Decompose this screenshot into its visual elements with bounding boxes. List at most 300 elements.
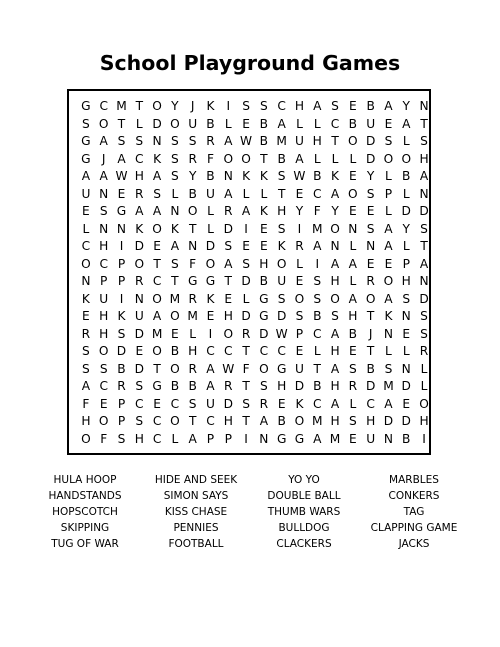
- grid-letter[interactable]: I: [422, 431, 426, 446]
- grid-letter[interactable]: R: [348, 379, 358, 393]
- grid-letter[interactable]: E: [295, 274, 304, 288]
- grid-letter[interactable]: B: [313, 309, 322, 323]
- grid-letter[interactable]: S: [82, 344, 90, 358]
- grid-letter[interactable]: A: [135, 204, 144, 218]
- grid-letter[interactable]: L: [385, 344, 392, 358]
- grid-letter[interactable]: U: [295, 134, 304, 148]
- grid-letter[interactable]: O: [330, 291, 340, 306]
- grid-letter[interactable]: P: [206, 431, 215, 446]
- grid-letter[interactable]: A: [384, 396, 393, 411]
- grid-letter[interactable]: U: [206, 396, 215, 411]
- grid-letter[interactable]: H: [401, 274, 411, 288]
- grid-letter[interactable]: A: [384, 239, 393, 253]
- grid-letter[interactable]: S: [171, 169, 179, 183]
- grid-letter[interactable]: K: [81, 291, 90, 306]
- grid-letter[interactable]: O: [134, 256, 145, 271]
- grid-letter[interactable]: O: [348, 134, 358, 148]
- grid-letter[interactable]: B: [366, 99, 375, 113]
- grid-letter[interactable]: P: [100, 274, 108, 288]
- grid-letter[interactable]: E: [384, 116, 393, 131]
- grid-letter[interactable]: S: [259, 99, 268, 113]
- grid-letter[interactable]: R: [135, 186, 144, 201]
- grid-letter[interactable]: M: [312, 221, 323, 236]
- grid-letter[interactable]: N: [99, 221, 109, 236]
- grid-letter[interactable]: W: [222, 361, 235, 376]
- grid-letter[interactable]: D: [365, 151, 376, 166]
- grid-letter[interactable]: B: [402, 169, 411, 183]
- grid-letter[interactable]: D: [276, 309, 287, 323]
- grid-letter[interactable]: C: [313, 186, 322, 201]
- grid-letter[interactable]: P: [117, 274, 126, 288]
- grid-letter[interactable]: N: [188, 239, 198, 253]
- grid-letter[interactable]: L: [242, 291, 250, 306]
- grid-letter[interactable]: U: [99, 291, 109, 306]
- grid-letter[interactable]: O: [383, 151, 394, 166]
- grid-letter[interactable]: O: [152, 99, 162, 113]
- grid-letter[interactable]: S: [188, 396, 197, 411]
- grid-letter[interactable]: N: [170, 204, 180, 218]
- grid-letter[interactable]: E: [171, 326, 179, 341]
- grid-letter[interactable]: E: [366, 256, 375, 271]
- grid-letter[interactable]: L: [402, 239, 410, 253]
- grid-letter[interactable]: O: [241, 151, 251, 166]
- grid-letter[interactable]: T: [260, 151, 268, 166]
- grid-letter[interactable]: L: [135, 116, 143, 131]
- grid-letter[interactable]: K: [259, 204, 268, 218]
- grid-letter[interactable]: E: [295, 186, 304, 201]
- grid-letter[interactable]: C: [330, 116, 340, 131]
- grid-letter[interactable]: H: [99, 326, 109, 341]
- grid-letter[interactable]: L: [402, 344, 410, 358]
- grid-letter[interactable]: C: [206, 414, 215, 428]
- grid-letter[interactable]: A: [259, 414, 269, 428]
- grid-letter[interactable]: S: [313, 274, 322, 288]
- grid-letter[interactable]: S: [82, 361, 90, 376]
- grid-letter[interactable]: B: [348, 326, 358, 341]
- grid-letter[interactable]: S: [99, 204, 108, 218]
- grid-letter[interactable]: S: [277, 291, 286, 306]
- grid-letter[interactable]: F: [206, 151, 214, 166]
- grid-letter[interactable]: F: [189, 256, 197, 271]
- grid-letter[interactable]: G: [294, 431, 305, 446]
- grid-letter[interactable]: S: [313, 291, 322, 306]
- grid-letter[interactable]: S: [188, 134, 197, 148]
- grid-letter[interactable]: U: [366, 431, 376, 446]
- grid-letter[interactable]: N: [419, 274, 429, 288]
- grid-letter[interactable]: K: [295, 396, 304, 411]
- grid-letter[interactable]: E: [384, 256, 393, 271]
- grid-letter[interactable]: I: [226, 99, 231, 113]
- grid-letter[interactable]: R: [188, 291, 197, 306]
- grid-letter[interactable]: P: [117, 256, 126, 271]
- grid-letter[interactable]: K: [117, 309, 126, 323]
- grid-letter[interactable]: O: [276, 256, 287, 271]
- grid-letter[interactable]: K: [206, 291, 215, 306]
- grid-letter[interactable]: B: [313, 169, 322, 183]
- grid-letter[interactable]: O: [401, 151, 412, 166]
- grid-letter[interactable]: B: [259, 274, 269, 288]
- grid-letter[interactable]: S: [135, 414, 144, 428]
- grid-letter[interactable]: S: [420, 326, 428, 341]
- grid-letter[interactable]: O: [81, 256, 91, 271]
- grid-letter[interactable]: D: [401, 414, 411, 428]
- grid-letter[interactable]: T: [366, 344, 375, 358]
- grid-letter[interactable]: O: [294, 291, 305, 306]
- grid-letter[interactable]: A: [419, 256, 429, 271]
- grid-letter[interactable]: R: [366, 274, 375, 288]
- grid-letter[interactable]: G: [116, 204, 127, 218]
- grid-letter[interactable]: M: [383, 379, 394, 393]
- grid-letter[interactable]: Y: [188, 169, 197, 183]
- grid-letter[interactable]: W: [275, 326, 288, 341]
- grid-letter[interactable]: U: [277, 274, 287, 288]
- grid-letter[interactable]: N: [259, 431, 269, 446]
- grid-letter[interactable]: E: [349, 431, 357, 446]
- grid-letter[interactable]: S: [331, 99, 339, 113]
- grid-letter[interactable]: L: [402, 134, 410, 148]
- grid-letter[interactable]: O: [365, 291, 376, 306]
- grid-letter[interactable]: T: [420, 116, 428, 131]
- grid-letter[interactable]: R: [188, 361, 197, 376]
- grid-letter[interactable]: R: [117, 379, 126, 393]
- grid-letter[interactable]: I: [208, 326, 213, 341]
- grid-letter[interactable]: P: [402, 256, 410, 271]
- grid-letter[interactable]: T: [242, 379, 250, 393]
- grid-letter[interactable]: L: [82, 221, 90, 236]
- grid-letter[interactable]: D: [205, 239, 216, 253]
- grid-letter[interactable]: H: [348, 309, 358, 323]
- grid-letter[interactable]: T: [224, 274, 232, 288]
- grid-letter[interactable]: T: [242, 344, 250, 358]
- grid-letter[interactable]: J: [368, 326, 373, 341]
- grid-letter[interactable]: O: [223, 151, 234, 166]
- grid-letter[interactable]: T: [188, 221, 197, 236]
- grid-letter[interactable]: T: [153, 361, 161, 376]
- grid-letter[interactable]: T: [277, 186, 286, 201]
- grid-letter[interactable]: L: [207, 221, 214, 236]
- grid-letter[interactable]: O: [419, 396, 429, 411]
- grid-letter[interactable]: H: [134, 169, 144, 183]
- grid-letter[interactable]: A: [224, 186, 233, 201]
- grid-letter[interactable]: N: [419, 99, 429, 113]
- grid-letter[interactable]: C: [152, 274, 162, 288]
- grid-letter[interactable]: B: [206, 169, 215, 183]
- grid-letter[interactable]: E: [153, 239, 161, 253]
- grid-letter[interactable]: S: [348, 361, 357, 376]
- grid-letter[interactable]: S: [348, 414, 357, 428]
- grid-letter[interactable]: K: [277, 239, 286, 253]
- grid-letter[interactable]: D: [294, 379, 305, 393]
- grid-letter[interactable]: H: [81, 414, 91, 428]
- grid-letter[interactable]: C: [152, 431, 162, 446]
- grid-letter[interactable]: L: [296, 256, 303, 271]
- grid-letter[interactable]: N: [383, 431, 393, 446]
- grid-letter[interactable]: M: [187, 309, 198, 323]
- grid-letter[interactable]: O: [170, 116, 180, 131]
- grid-letter[interactable]: L: [189, 326, 197, 341]
- grid-letter[interactable]: A: [348, 256, 358, 271]
- grid-letter[interactable]: E: [82, 309, 90, 323]
- grid-letter[interactable]: I: [244, 431, 248, 446]
- grid-letter[interactable]: G: [259, 291, 269, 306]
- grid-letter[interactable]: E: [349, 344, 357, 358]
- grid-letter[interactable]: N: [134, 291, 144, 306]
- grid-letter[interactable]: E: [349, 204, 357, 218]
- grid-letter[interactable]: L: [313, 116, 321, 131]
- grid-letter[interactable]: E: [402, 396, 411, 411]
- grid-letter[interactable]: S: [420, 221, 428, 236]
- grid-letter[interactable]: E: [295, 344, 304, 358]
- grid-letter[interactable]: S: [277, 169, 286, 183]
- grid-letter[interactable]: G: [259, 309, 269, 323]
- grid-letter[interactable]: A: [313, 431, 322, 446]
- grid-letter[interactable]: A: [384, 291, 393, 306]
- grid-letter[interactable]: I: [297, 221, 302, 236]
- grid-letter[interactable]: B: [117, 361, 126, 376]
- grid-letter[interactable]: D: [401, 379, 411, 393]
- grid-letter[interactable]: C: [170, 396, 180, 411]
- grid-letter[interactable]: B: [170, 344, 180, 358]
- grid-letter[interactable]: Y: [402, 99, 410, 113]
- grid-letter[interactable]: H: [99, 239, 109, 253]
- grid-letter[interactable]: S: [135, 134, 144, 148]
- grid-letter[interactable]: E: [349, 169, 357, 183]
- grid-letter[interactable]: H: [330, 274, 340, 288]
- grid-letter[interactable]: N: [116, 221, 127, 236]
- grid-letter[interactable]: B: [402, 431, 411, 446]
- grid-letter[interactable]: A: [224, 134, 233, 148]
- grid-letter[interactable]: H: [366, 414, 376, 428]
- grid-letter[interactable]: C: [81, 239, 91, 253]
- grid-letter[interactable]: N: [99, 186, 109, 201]
- grid-letter[interactable]: M: [312, 414, 323, 428]
- grid-letter[interactable]: O: [259, 361, 269, 376]
- grid-letter[interactable]: T: [171, 274, 179, 288]
- grid-letter[interactable]: L: [385, 204, 392, 218]
- grid-letter[interactable]: O: [170, 361, 180, 376]
- grid-letter[interactable]: L: [349, 151, 357, 166]
- grid-letter[interactable]: G: [81, 99, 91, 113]
- grid-letter[interactable]: A: [330, 326, 340, 341]
- grid-letter[interactable]: L: [385, 169, 392, 183]
- grid-letter[interactable]: K: [153, 151, 162, 166]
- grid-letter[interactable]: S: [366, 221, 375, 236]
- grid-letter[interactable]: H: [312, 134, 322, 148]
- grid-letter[interactable]: L: [207, 204, 214, 218]
- grid-letter[interactable]: E: [402, 326, 411, 341]
- grid-letter[interactable]: W: [115, 169, 128, 183]
- grid-letter[interactable]: N: [383, 326, 393, 341]
- grid-letter[interactable]: J: [190, 99, 195, 113]
- grid-letter[interactable]: I: [119, 291, 124, 306]
- grid-letter[interactable]: O: [330, 221, 340, 236]
- grid-letter[interactable]: G: [152, 379, 162, 393]
- grid-letter[interactable]: B: [206, 116, 215, 131]
- grid-letter[interactable]: N: [223, 169, 233, 183]
- grid-letter[interactable]: R: [135, 274, 144, 288]
- grid-letter[interactable]: K: [206, 99, 215, 113]
- grid-letter[interactable]: S: [242, 396, 250, 411]
- grid-letter[interactable]: R: [295, 239, 304, 253]
- grid-letter[interactable]: H: [294, 99, 305, 113]
- grid-letter[interactable]: O: [348, 186, 358, 201]
- grid-letter[interactable]: L: [313, 151, 321, 166]
- grid-letter[interactable]: A: [384, 221, 393, 236]
- grid-letter[interactable]: N: [401, 309, 411, 323]
- grid-letter[interactable]: L: [420, 361, 428, 376]
- grid-letter[interactable]: Y: [402, 221, 410, 236]
- grid-letter[interactable]: A: [152, 169, 162, 183]
- grid-letter[interactable]: D: [134, 326, 144, 341]
- grid-letter[interactable]: E: [242, 116, 250, 131]
- grid-letter[interactable]: O: [205, 256, 216, 271]
- grid-letter[interactable]: O: [152, 344, 162, 358]
- grid-letter[interactable]: S: [153, 186, 161, 201]
- grid-letter[interactable]: L: [349, 239, 357, 253]
- grid-letter[interactable]: S: [117, 134, 126, 148]
- grid-letter[interactable]: E: [117, 186, 126, 201]
- grid-letter[interactable]: R: [419, 344, 429, 358]
- grid-letter[interactable]: D: [152, 116, 162, 131]
- grid-letter[interactable]: A: [152, 204, 162, 218]
- grid-letter[interactable]: A: [206, 361, 215, 376]
- grid-letter[interactable]: C: [224, 344, 233, 358]
- grid-letter[interactable]: D: [259, 326, 269, 341]
- grid-letter[interactable]: K: [259, 169, 268, 183]
- grid-letter[interactable]: S: [420, 309, 428, 323]
- grid-letter[interactable]: D: [419, 204, 429, 218]
- grid-letter[interactable]: H: [419, 151, 429, 166]
- grid-letter[interactable]: N: [419, 186, 429, 201]
- grid-letter[interactable]: K: [331, 169, 340, 183]
- grid-letter[interactable]: S: [384, 361, 393, 376]
- grid-letter[interactable]: S: [117, 326, 126, 341]
- grid-letter[interactable]: O: [98, 414, 109, 428]
- grid-letter[interactable]: T: [313, 361, 321, 376]
- grid-letter[interactable]: S: [171, 256, 179, 271]
- grid-letter[interactable]: P: [224, 431, 232, 446]
- grid-letter[interactable]: S: [384, 134, 393, 148]
- grid-letter[interactable]: C: [99, 256, 108, 271]
- grid-letter[interactable]: C: [99, 99, 108, 113]
- grid-letter[interactable]: B: [188, 379, 197, 393]
- grid-letter[interactable]: R: [224, 379, 233, 393]
- grid-letter[interactable]: A: [330, 186, 340, 201]
- grid-letter[interactable]: L: [313, 344, 321, 358]
- grid-letter[interactable]: L: [402, 186, 410, 201]
- grid-letter[interactable]: T: [242, 414, 250, 428]
- grid-letter[interactable]: L: [331, 151, 339, 166]
- grid-letter[interactable]: G: [276, 361, 287, 376]
- grid-letter[interactable]: S: [366, 186, 375, 201]
- grid-letter[interactable]: A: [330, 256, 340, 271]
- grid-letter[interactable]: U: [295, 361, 304, 376]
- grid-letter[interactable]: C: [277, 99, 286, 113]
- grid-letter[interactable]: M: [116, 99, 127, 113]
- grid-letter[interactable]: O: [152, 291, 162, 306]
- grid-letter[interactable]: A: [206, 379, 215, 393]
- grid-letter[interactable]: U: [188, 116, 198, 131]
- grid-letter[interactable]: W: [293, 169, 306, 183]
- grid-letter[interactable]: S: [331, 309, 339, 323]
- grid-letter[interactable]: H: [223, 309, 233, 323]
- grid-letter[interactable]: B: [277, 151, 286, 166]
- grid-letter[interactable]: P: [117, 414, 126, 428]
- grid-letter[interactable]: R: [81, 326, 91, 341]
- grid-letter[interactable]: G: [81, 134, 91, 148]
- grid-letter[interactable]: M: [329, 431, 341, 446]
- grid-letter[interactable]: T: [117, 116, 126, 131]
- grid-letter[interactable]: C: [135, 151, 144, 166]
- grid-letter[interactable]: O: [152, 221, 162, 236]
- grid-letter[interactable]: D: [134, 361, 144, 376]
- grid-letter[interactable]: U: [81, 186, 91, 201]
- grid-letter[interactable]: B: [170, 379, 180, 393]
- grid-letter[interactable]: K: [242, 169, 251, 183]
- grid-letter[interactable]: A: [402, 116, 411, 131]
- grid-letter[interactable]: E: [206, 309, 215, 323]
- grid-letter[interactable]: E: [153, 396, 161, 411]
- grid-letter[interactable]: Y: [331, 204, 339, 218]
- grid-letter[interactable]: P: [384, 186, 393, 201]
- grid-letter[interactable]: N: [348, 221, 358, 236]
- grid-letter[interactable]: W: [240, 134, 253, 148]
- grid-letter[interactable]: K: [384, 309, 393, 323]
- grid-letter[interactable]: C: [259, 344, 269, 358]
- grid-letter[interactable]: N: [152, 134, 162, 148]
- grid-letter[interactable]: D: [223, 221, 233, 236]
- grid-letter[interactable]: N: [401, 361, 411, 376]
- grid-letter[interactable]: H: [134, 431, 144, 446]
- grid-letter[interactable]: E: [99, 396, 108, 411]
- grid-letter[interactable]: M: [151, 326, 163, 341]
- grid-letter[interactable]: S: [259, 379, 268, 393]
- grid-letter[interactable]: D: [365, 134, 376, 148]
- grid-letter[interactable]: F: [313, 204, 321, 218]
- grid-letter[interactable]: S: [420, 134, 428, 148]
- grid-letter[interactable]: N: [330, 239, 340, 253]
- grid-letter[interactable]: H: [188, 344, 198, 358]
- grid-letter[interactable]: D: [134, 239, 144, 253]
- grid-letter[interactable]: C: [277, 344, 286, 358]
- grid-letter[interactable]: D: [116, 344, 127, 358]
- grid-letter[interactable]: T: [420, 239, 428, 253]
- grid-letter[interactable]: H: [259, 256, 269, 271]
- grid-letter[interactable]: E: [349, 99, 357, 113]
- grid-letter[interactable]: E: [260, 239, 268, 253]
- grid-letter[interactable]: U: [134, 309, 144, 323]
- grid-letter[interactable]: L: [349, 274, 357, 288]
- grid-letter[interactable]: Y: [295, 204, 304, 218]
- grid-letter[interactable]: B: [313, 379, 322, 393]
- grid-letter[interactable]: B: [188, 186, 197, 201]
- grid-letter[interactable]: A: [152, 309, 162, 323]
- grid-letter[interactable]: C: [135, 396, 144, 411]
- grid-letter[interactable]: A: [99, 169, 108, 183]
- grid-letter[interactable]: F: [242, 361, 250, 376]
- grid-letter[interactable]: A: [188, 431, 197, 446]
- grid-letter[interactable]: F: [82, 396, 90, 411]
- grid-letter[interactable]: N: [81, 274, 91, 288]
- grid-letter[interactable]: N: [366, 239, 376, 253]
- grid-letter[interactable]: O: [294, 414, 305, 428]
- grid-letter[interactable]: T: [188, 414, 197, 428]
- grid-letter[interactable]: B: [259, 116, 269, 131]
- grid-letter[interactable]: E: [82, 204, 90, 218]
- grid-letter[interactable]: A: [277, 116, 286, 131]
- grid-letter[interactable]: H: [277, 204, 287, 218]
- grid-letter[interactable]: S: [117, 431, 126, 446]
